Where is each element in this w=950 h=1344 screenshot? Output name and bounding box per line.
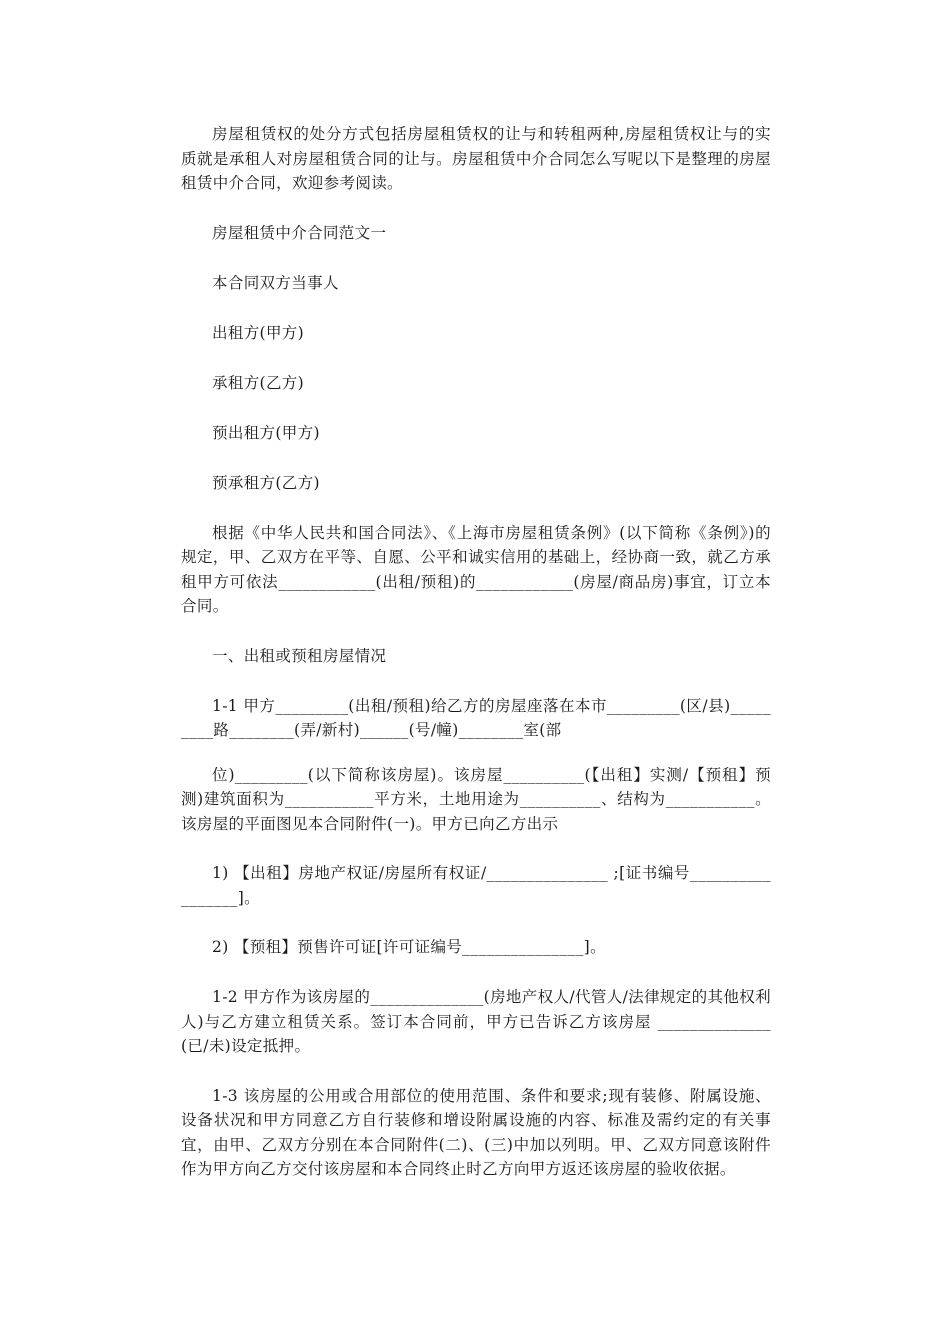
legal-basis-paragraph: 根据《中华人民共和国合同法》、《上海市房屋租赁条例》(以下简称《条例》)的规定，甲、乙双方在平等、自愿、公平和诚实信用的基础上，经协商一致，就乙方承租甲方可依法____________(出租/预租)的____________(房屋/商品房)事宜，订立本合同。 [181,523,771,615]
clause-1-1-part-a: 1-1 甲方_________(出租/预租)给乙方的房屋座落在本市_________(区/县)_________路________(弄/新村)______(号/幢)________室(部 [181,696,771,739]
document-body [181,122,771,1207]
clause-1-1-item-2: 2) 【预租】预售许可证[许可证编号_______________]。 [212,938,606,956]
contract-title: 房屋租赁中介合同范文一 [212,223,387,242]
party-pre-lessee: 预承租方(乙方) [212,473,320,492]
parties-heading: 本合同双方当事人 [212,273,339,292]
clause-1-1-part-b: 位)_________(以下简称该房屋)。该房屋__________(【出租】实测/【预租】预测)建筑面积为___________平方米，土地用途为__________、结构为___________。该房屋的平面图见本合同附件(一)。甲方已向乙方出示 [181,765,771,833]
party-lessee: 承租方(乙方) [212,373,305,392]
party-lessor: 出租方(甲方) [212,323,305,342]
section-heading-1: 一、出租或预租房屋情况 [212,646,387,665]
clause-1-2: 1-2 甲方作为该房屋的______________(房地产权人/代管人/法律规定的其他权利人)与乙方建立租赁关系。签订本合同前，甲方已告诉乙方该房屋 ______________(已/未)设定抵押。 [181,988,771,1055]
party-pre-lessor: 预出租方(甲方) [212,423,320,442]
intro-paragraph: 房屋租赁权的处分方式包括房屋租赁权的让与和转租两种,房屋租赁权让与的实质就是承租人对房屋租赁合同的让与。房屋租赁中介合同怎么写呢以下是整理的房屋租赁中介合同，欢迎参考阅读。 [181,125,771,192]
clause-1-1-item-1: 1) 【出租】房地产权证/房屋所有权证/_______________ ;[证书编号_________________]。 [181,864,771,907]
clause-1-3: 1-3 该房屋的公用或合用部位的使用范围、条件和要求;现有装修、附属设施、设备状况和甲方同意乙方自行装修和增设附属设施的内容、标准及需约定的有关事宜，由甲、乙双方分别在本合同附件(二)、(三)中加以列明。甲、乙双方同意该附件作为甲方向乙方交付该房屋和本合同终止时乙方向甲方返还该房屋的验收依据。 [181,1086,771,1178]
